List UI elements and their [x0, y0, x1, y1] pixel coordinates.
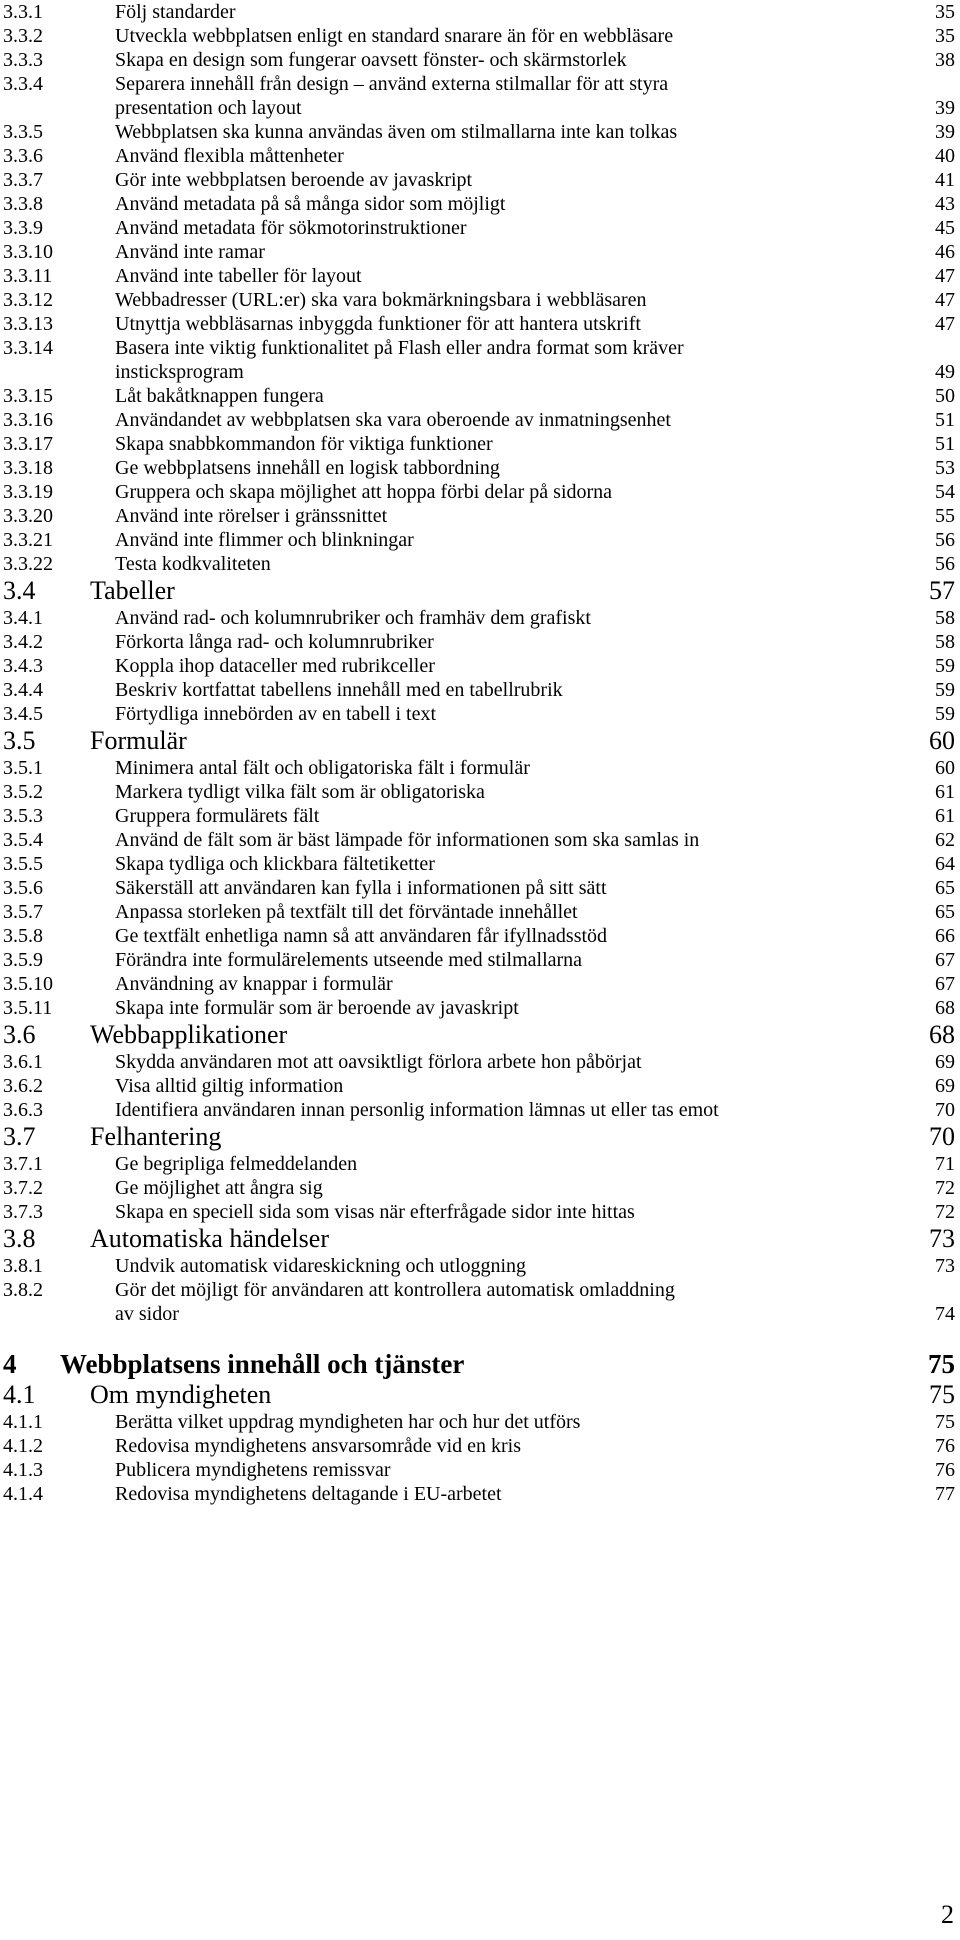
toc-number: 3.3.12 — [3, 289, 53, 311]
toc-title — [115, 432, 493, 456]
toc-number: 3.3.18 — [3, 457, 53, 479]
toc-title — [115, 264, 362, 288]
toc-title-line: Använd flexibla måttenheter — [115, 145, 344, 167]
toc-page: 45 — [935, 217, 955, 239]
toc-title-line: Redovisa myndighetens ansvarsområde vid en kris — [115, 1435, 522, 1457]
toc-number: 3.6.1 — [3, 1051, 43, 1073]
toc-title — [115, 528, 414, 552]
toc-title-line: Identifiera användaren innan personlig information lämnas ut eller tas emot — [115, 1099, 719, 1121]
toc-title-line: Gör inte webbplatsen beroende av javaskript — [115, 169, 473, 191]
toc-entry[interactable] — [0, 924, 960, 948]
toc-title-line: Webbapplikationer — [90, 1020, 288, 1049]
toc-title — [115, 168, 472, 192]
toc-title — [115, 1074, 343, 1098]
toc-title — [115, 1278, 675, 1326]
toc-title-line: Utnyttja webbläsarnas inbyggda funktioner för att hantera utskrift — [115, 313, 641, 335]
toc-number: 3.8.2 — [3, 1279, 43, 1301]
toc-title — [115, 240, 265, 264]
toc-page: 75 — [928, 1349, 955, 1379]
toc-page: 60 — [935, 757, 955, 779]
toc-entry[interactable] — [0, 972, 960, 996]
toc-title-line: Basera inte viktig funktionalitet på Flash eller andra format som kräver — [115, 337, 684, 359]
toc-number: 3.5.10 — [3, 973, 53, 995]
toc-number: 3.3.19 — [3, 481, 53, 503]
toc-page: 49 — [935, 361, 955, 383]
toc-page: 61 — [935, 781, 955, 803]
toc-entry[interactable] — [0, 828, 960, 852]
toc-title-line: Användning av knappar i formulär — [115, 973, 393, 995]
toc-title-line: Gruppera formulärets fält — [115, 805, 320, 827]
toc-title — [115, 480, 612, 504]
toc-page: 59 — [935, 679, 955, 701]
toc-title — [90, 1020, 287, 1050]
toc-title — [90, 1122, 221, 1152]
toc-page: 70 — [935, 1099, 955, 1121]
toc-title — [115, 72, 668, 120]
toc-number: 3.3.21 — [3, 529, 53, 551]
toc-entry[interactable] — [0, 1410, 960, 1434]
toc-entry[interactable] — [0, 552, 960, 576]
toc-entry[interactable] — [0, 756, 960, 780]
toc-entry[interactable] — [0, 48, 960, 72]
toc-number: 3.4.4 — [3, 679, 43, 701]
toc-page: 76 — [935, 1435, 955, 1457]
toc-title — [90, 726, 187, 756]
toc-title — [90, 1380, 271, 1410]
toc-entry[interactable] — [0, 408, 960, 432]
toc-title — [115, 288, 647, 312]
toc-entry[interactable] — [0, 192, 960, 216]
toc-page: 35 — [935, 1, 955, 23]
toc-title — [115, 900, 578, 924]
toc-page: 57 — [929, 576, 955, 605]
toc-title-line: Separera innehåll från design – använd externa stilmallar för att styra — [115, 73, 669, 95]
toc-page: 72 — [935, 1201, 955, 1223]
toc-number: 3.4.2 — [3, 631, 43, 653]
toc-entry[interactable] — [0, 144, 960, 168]
toc-title — [115, 654, 435, 678]
toc-number: 3.3.11 — [3, 265, 53, 287]
toc-title — [115, 606, 591, 630]
toc-entry[interactable] — [0, 0, 960, 24]
toc-page: 59 — [935, 655, 955, 677]
toc-title — [115, 312, 641, 336]
toc-entry[interactable] — [0, 1200, 960, 1224]
toc-page: 56 — [935, 529, 955, 551]
toc-title — [115, 336, 684, 384]
toc-page: 39 — [935, 121, 955, 143]
toc-entry[interactable] — [0, 264, 960, 288]
toc-title — [115, 1200, 635, 1224]
toc-title — [60, 1348, 464, 1380]
toc-number: 3.3.5 — [3, 121, 43, 143]
toc-page: 74 — [935, 1303, 955, 1325]
toc-title-line: Använd inte flimmer och blinkningar — [115, 529, 414, 551]
toc-title-line: av sidor — [115, 1303, 179, 1325]
toc-page: 72 — [935, 1177, 955, 1199]
toc-title-line: presentation och layout — [115, 97, 302, 119]
toc-title — [115, 504, 387, 528]
toc-entry[interactable] — [0, 336, 960, 384]
toc-number: 3.7.1 — [3, 1153, 43, 1175]
toc-title — [115, 996, 519, 1020]
toc-page: 50 — [935, 385, 955, 407]
toc-title-line: Webbplatsen ska kunna användas även om stilmallarna inte kan tolkas — [115, 121, 678, 143]
toc-entry[interactable] — [0, 1482, 960, 1506]
toc-section[interactable] — [0, 1224, 960, 1254]
toc-number: 3.8.1 — [3, 1255, 43, 1277]
toc-title-line: Skydda användaren mot att oavsiktligt förlora arbete hon påbörjat — [115, 1051, 642, 1073]
toc-title-line: Ge möjlighet att ångra sig — [115, 1177, 323, 1199]
toc-title-line: Följ standarder — [115, 1, 236, 23]
toc-page: 58 — [935, 631, 955, 653]
toc-title-line: Använd inte ramar — [115, 241, 265, 263]
toc-title-line: Anpassa storleken på textfält till det förväntade innehållet — [115, 901, 578, 923]
toc-title-line: Förtydliga innebörden av en tabell i text — [115, 703, 437, 725]
toc-page: 47 — [935, 313, 955, 335]
toc-number: 3.3.1 — [3, 1, 43, 23]
toc-title — [115, 1152, 357, 1176]
toc-title-line: Gruppera och skapa möjlighet att hoppa förbi delar på sidorna — [115, 481, 613, 503]
toc-number: 3.7 — [3, 1122, 36, 1151]
toc-number: 3.5.4 — [3, 829, 43, 851]
toc-title-line: Ge textfält enhetliga namn så att användaren får ifyllnadsstöd — [115, 925, 608, 947]
toc-number: 3.3.9 — [3, 217, 43, 239]
toc-title — [115, 948, 582, 972]
toc-section[interactable] — [0, 726, 960, 756]
toc-title-line: Använd rad- och kolumnrubriker och framhäv dem grafiskt — [115, 607, 591, 629]
toc-page: 54 — [935, 481, 955, 503]
toc-title — [115, 0, 236, 24]
toc-number: 3.7.3 — [3, 1201, 43, 1223]
toc-page: 43 — [935, 193, 955, 215]
toc-entry[interactable] — [0, 1176, 960, 1200]
toc-page: 47 — [935, 289, 955, 311]
toc-title-line: Undvik automatisk vidareskickning och utloggning — [115, 1255, 527, 1277]
toc-entry[interactable] — [0, 1254, 960, 1278]
toc-title — [115, 1254, 526, 1278]
toc-entry[interactable] — [0, 852, 960, 876]
toc-title — [115, 192, 505, 216]
toc-entry[interactable] — [0, 504, 960, 528]
toc-entry[interactable] — [0, 1434, 960, 1458]
toc-number: 3.7.2 — [3, 1177, 43, 1199]
toc-title-line: Skapa snabbkommandon för viktiga funktioner — [115, 433, 493, 455]
toc-entry[interactable] — [0, 216, 960, 240]
toc-page: 56 — [935, 553, 955, 575]
toc-entry[interactable] — [0, 1152, 960, 1176]
toc-title-line: Redovisa myndighetens deltagande i EU-arbetet — [115, 1483, 502, 1505]
toc-entry[interactable] — [0, 804, 960, 828]
toc-entry[interactable] — [0, 1050, 960, 1074]
toc-page: 73 — [935, 1255, 955, 1277]
toc-page: 46 — [935, 241, 955, 263]
toc-number: 3.3.10 — [3, 241, 53, 263]
toc-title-line: Beskriv kortfattat tabellens innehåll med en tabellrubrik — [115, 679, 563, 701]
toc-title-line: Automatiska händelser — [90, 1224, 329, 1253]
toc-title-line: Koppla ihop dataceller med rubrikceller — [115, 655, 435, 677]
toc-title-line: Om myndigheten — [90, 1380, 272, 1409]
toc-number: 3.5.5 — [3, 853, 43, 875]
toc-entry[interactable] — [0, 528, 960, 552]
toc-number: 3.3.6 — [3, 145, 43, 167]
toc-page: 58 — [935, 607, 955, 629]
toc-page: 75 — [935, 1411, 955, 1433]
toc-number: 3.3.13 — [3, 313, 53, 335]
toc-title-line: Testa kodkvaliteten — [115, 553, 271, 575]
toc-title — [115, 852, 435, 876]
toc-title — [115, 1458, 391, 1482]
toc-entry[interactable] — [0, 432, 960, 456]
toc-page: 67 — [935, 973, 955, 995]
toc-title-line: Användandet av webbplatsen ska vara oberoende av inmatningsenhet — [115, 409, 671, 431]
toc-title-line: Minimera antal fält och obligatoriska fält i formulär — [115, 757, 530, 779]
toc-number: 3.3.8 — [3, 193, 43, 215]
toc-title-line: Felhantering — [90, 1122, 222, 1151]
toc-title-line: Använd inte rörelser i gränssnittet — [115, 505, 388, 527]
toc-title-line: Förkorta långa rad- och kolumnrubriker — [115, 631, 434, 653]
toc-page: 47 — [935, 265, 955, 287]
toc-title — [115, 972, 393, 996]
toc-number: 3.3.20 — [3, 505, 53, 527]
toc-page: 73 — [929, 1224, 955, 1253]
toc-title-line: Ge begripliga felmeddelanden — [115, 1153, 358, 1175]
toc-page: 61 — [935, 805, 955, 827]
toc-title — [115, 216, 467, 240]
toc-entry[interactable] — [0, 876, 960, 900]
toc-title — [115, 876, 607, 900]
toc-page: 66 — [935, 925, 955, 947]
toc-section[interactable] — [0, 1020, 960, 1050]
toc-title — [115, 678, 563, 702]
toc-number: 3.3.15 — [3, 385, 53, 407]
toc-page: 68 — [929, 1020, 955, 1049]
toc-entry[interactable] — [0, 780, 960, 804]
toc-number: 4.1.3 — [3, 1459, 43, 1481]
toc-page: 51 — [935, 409, 955, 431]
toc-title — [90, 576, 175, 606]
toc-title-line: Webbadresser (URL:er) ska vara bokmärkningsbara i webbläsaren — [115, 289, 647, 311]
toc-page: 75 — [929, 1380, 955, 1409]
toc-number: 3.5.11 — [3, 997, 53, 1019]
toc-title — [115, 1410, 580, 1434]
toc-number: 3.5.2 — [3, 781, 43, 803]
toc-title-line: Säkerställ att användaren kan fylla i informationen på sitt sätt — [115, 877, 607, 899]
toc-entry[interactable] — [0, 1074, 960, 1098]
toc-number: 3.3.16 — [3, 409, 53, 431]
toc-page: 77 — [935, 1483, 955, 1505]
toc-title-line: Ge webbplatsens innehåll en logisk tabbordning — [115, 457, 500, 479]
toc-page: 53 — [935, 457, 955, 479]
toc-title-line: Webbplatsens innehåll och tjänster — [60, 1349, 465, 1379]
toc-section[interactable] — [0, 1122, 960, 1152]
toc-title-line: Berätta vilket uppdrag myndigheten har och hur det utförs — [115, 1411, 581, 1433]
toc-title-line: Skapa en design som fungerar oavsett fönster- och skärmstorlek — [115, 49, 627, 71]
toc-title-line: Tabeller — [90, 576, 175, 605]
toc-entry[interactable] — [0, 900, 960, 924]
toc-entry[interactable] — [0, 702, 960, 726]
toc-title — [115, 552, 271, 576]
toc-page: 68 — [935, 997, 955, 1019]
toc-page: 71 — [935, 1153, 955, 1175]
toc-title — [115, 408, 671, 432]
toc-title-line: Visa alltid giltig information — [115, 1075, 344, 1097]
toc-section[interactable] — [0, 1380, 960, 1410]
toc-page: 51 — [935, 433, 955, 455]
toc-entry[interactable] — [0, 996, 960, 1020]
toc-title — [115, 1050, 642, 1074]
toc-title — [115, 1434, 521, 1458]
toc-entry[interactable] — [0, 630, 960, 654]
toc-number: 3.6.3 — [3, 1099, 43, 1121]
toc-page: 64 — [935, 853, 955, 875]
toc-entry[interactable] — [0, 120, 960, 144]
toc-number: 3.5.9 — [3, 949, 43, 971]
toc-page: 65 — [935, 901, 955, 923]
toc-entry[interactable] — [0, 654, 960, 678]
toc-entry[interactable] — [0, 288, 960, 312]
toc-page: 38 — [935, 49, 955, 71]
toc-number: 3.3.17 — [3, 433, 53, 455]
toc-number: 3.4.1 — [3, 607, 43, 629]
toc-entry[interactable] — [0, 1278, 960, 1326]
toc-title-line: Utveckla webbplatsen enligt en standard snarare än för en webbläsare — [115, 25, 674, 47]
toc-title — [115, 120, 677, 144]
toc-title-line: Skapa en speciell sida som visas när efterfrågade sidor inte hittas — [115, 1201, 635, 1223]
toc-number: 3.6.2 — [3, 1075, 43, 1097]
toc-title — [115, 828, 699, 852]
page-number: 2 — [941, 1900, 954, 1929]
toc-entry[interactable] — [0, 1458, 960, 1482]
toc-page: 67 — [935, 949, 955, 971]
toc-number: 3.4 — [3, 576, 36, 605]
toc-title-line: Markera tydligt vilka fält som är obligatoriska — [115, 781, 485, 803]
toc-entry[interactable] — [0, 948, 960, 972]
toc-number: 3.3.3 — [3, 49, 43, 71]
toc-title — [115, 456, 500, 480]
toc-number: 4 — [3, 1349, 17, 1379]
toc-chapter[interactable] — [0, 1348, 960, 1380]
toc-page: 55 — [935, 505, 955, 527]
toc-title-line: Formulär — [90, 726, 187, 755]
toc-number: 3.4.3 — [3, 655, 43, 677]
toc-number: 3.5 — [3, 726, 36, 755]
toc-page: 76 — [935, 1459, 955, 1481]
toc-entry[interactable] — [0, 312, 960, 336]
toc-title-line: Gör det möjligt för användaren att kontrollera automatisk omladdning — [115, 1279, 675, 1301]
toc-title-line: Använd metadata för sökmotorinstruktioner — [115, 217, 467, 239]
toc-section[interactable] — [0, 576, 960, 606]
toc-number: 3.8 — [3, 1224, 36, 1253]
toc-title — [115, 144, 344, 168]
toc-page: 39 — [935, 97, 955, 119]
toc-entry[interactable] — [0, 168, 960, 192]
toc-number: 3.6 — [3, 1020, 36, 1049]
toc-title — [115, 756, 530, 780]
toc-title — [115, 804, 319, 828]
toc-number: 3.3.14 — [3, 337, 53, 359]
toc-entry[interactable] — [0, 480, 960, 504]
toc-entry[interactable] — [0, 456, 960, 480]
toc-page: 41 — [935, 169, 955, 191]
toc-page: 65 — [935, 877, 955, 899]
toc-page: 69 — [935, 1075, 955, 1097]
toc-title — [115, 702, 436, 726]
toc-title — [115, 384, 324, 408]
toc-number: 4.1.2 — [3, 1435, 43, 1457]
toc-title-line: Använd inte tabeller för layout — [115, 265, 362, 287]
toc-title-line: Använd de fält som är bäst lämpade för informationen som ska samlas in — [115, 829, 700, 851]
toc-number: 4.1.4 — [3, 1483, 43, 1505]
toc-entry[interactable] — [0, 24, 960, 48]
toc-page: 69 — [935, 1051, 955, 1073]
toc-entry[interactable] — [0, 606, 960, 630]
toc-entry[interactable] — [0, 240, 960, 264]
toc-number: 4.1 — [3, 1380, 36, 1409]
toc-entry[interactable] — [0, 1098, 960, 1122]
toc-title-line: Skapa inte formulär som är beroende av javaskript — [115, 997, 519, 1019]
toc-title-line: insticksprogram — [115, 361, 244, 383]
toc-page: 35 — [935, 25, 955, 47]
toc-number: 3.5.1 — [3, 757, 43, 779]
toc-number: 3.3.7 — [3, 169, 43, 191]
toc-number: 3.3.2 — [3, 25, 43, 47]
toc-number: 3.5.6 — [3, 877, 43, 899]
toc-page: 60 — [929, 726, 955, 755]
toc-number: 3.5.7 — [3, 901, 43, 923]
toc-title — [115, 630, 434, 654]
toc-title — [115, 48, 627, 72]
toc-title — [115, 1176, 323, 1200]
toc-title-line: Använd metadata på så många sidor som möjligt — [115, 193, 506, 215]
toc-title — [115, 780, 485, 804]
toc-entry[interactable] — [0, 678, 960, 702]
toc-number: 3.5.3 — [3, 805, 43, 827]
toc-title-line: Skapa tydliga och klickbara fältetiketter — [115, 853, 435, 875]
toc-page: 40 — [935, 145, 955, 167]
toc-number: 3.3.4 — [3, 73, 43, 95]
toc-title-line: Låt bakåtknappen fungera — [115, 385, 324, 407]
toc-title — [115, 1098, 719, 1122]
toc-title-line: Publicera myndighetens remissvar — [115, 1459, 391, 1481]
toc-page: 59 — [935, 703, 955, 725]
toc-number: 3.5.8 — [3, 925, 43, 947]
toc-number: 3.3.22 — [3, 553, 53, 575]
toc-title — [115, 24, 673, 48]
toc-entry[interactable] — [0, 384, 960, 408]
toc-title — [115, 924, 607, 948]
toc-page: 62 — [935, 829, 955, 851]
toc-page: 70 — [929, 1122, 955, 1151]
toc-number: 4.1.1 — [3, 1411, 43, 1433]
toc-title — [115, 1482, 502, 1506]
toc-title-line: Förändra inte formulärelements utseende med stilmallarna — [115, 949, 583, 971]
toc-entry[interactable] — [0, 72, 960, 120]
toc-title — [90, 1224, 329, 1254]
toc-number: 3.4.5 — [3, 703, 43, 725]
